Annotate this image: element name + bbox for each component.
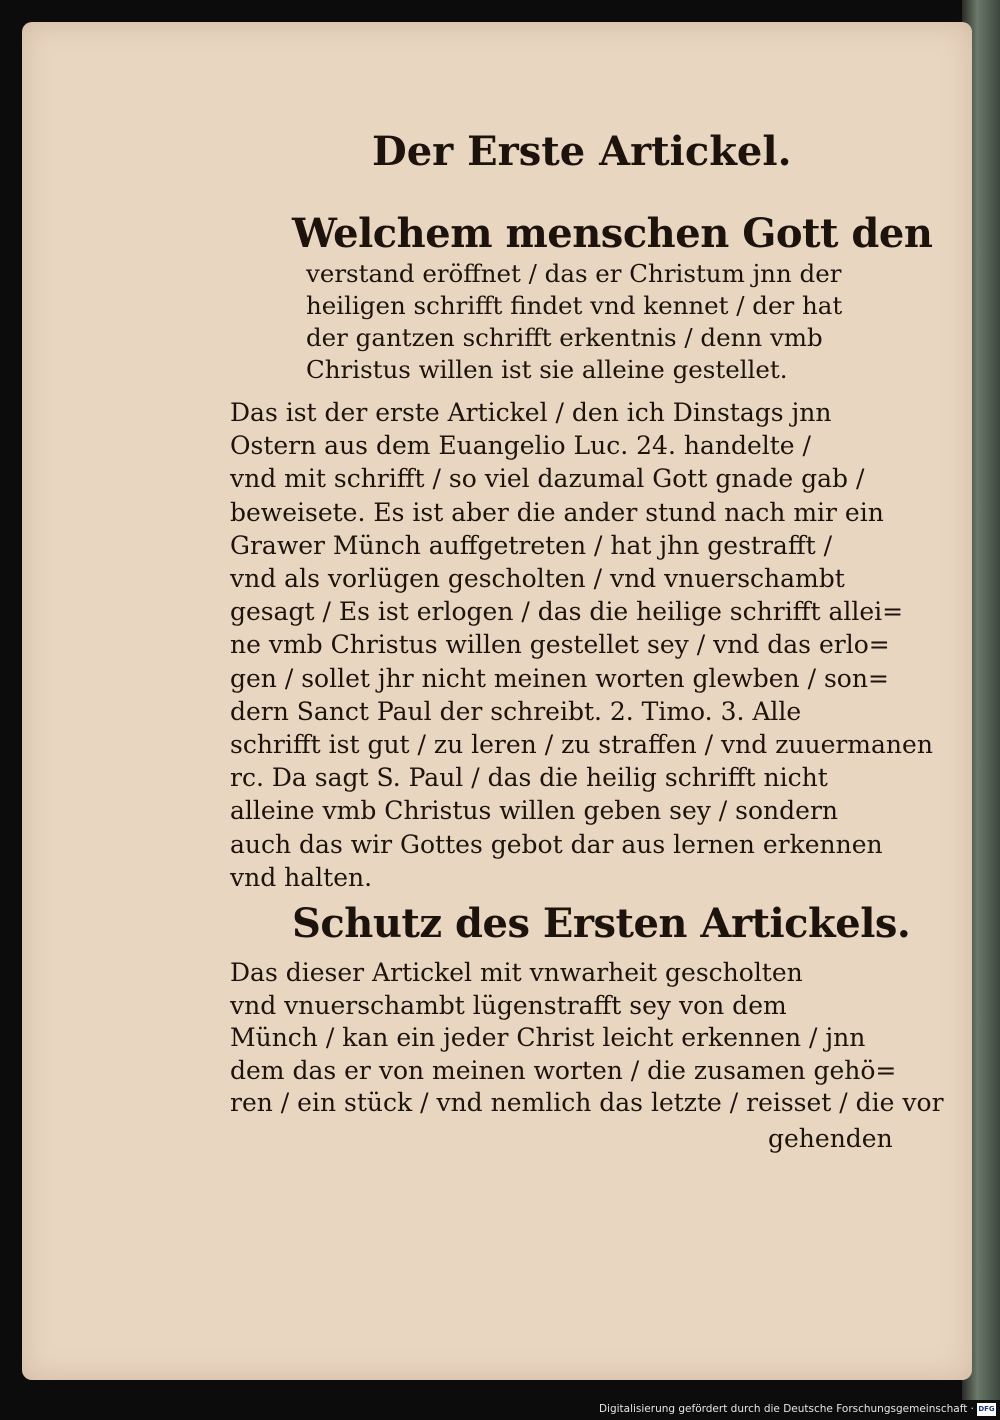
body-line: Ostern aus dem Euangelio Luc. 24. handelte / — [230, 431, 811, 461]
defense-line: vnd vnuerschambt lügenstrafft sey von dem — [230, 990, 787, 1020]
summary-heading: Welchem menschen Gott den — [292, 210, 933, 257]
dfg-logo-icon: DFG — [977, 1403, 996, 1416]
body-line: vnd halten. — [230, 862, 373, 892]
defense-heading: Schutz des Ersten Artickels. — [292, 900, 911, 947]
body-line: auch das wir Gottes gebot dar aus lernen erkennen — [230, 829, 883, 859]
body-line: vnd mit schrifft / so viel dazumal Gott gnade gab / — [230, 464, 865, 494]
body-line: vnd als vorlügen gescholten / vnd vnuerschambt — [230, 564, 845, 594]
funding-credit: Digitalisierung gefördert durch die Deutsche Forschungsgemeinschaft · — [598, 1403, 974, 1415]
catchword: gehenden — [768, 1124, 893, 1153]
body-line: gen / sollet jhr nicht meinen worten glewben / son= — [230, 663, 889, 693]
defense-paragraph — [230, 957, 944, 1120]
summary-line: verstand eröffnet / das er Christum jnn der — [306, 259, 842, 288]
summary-line: der gantzen schrifft erkentnis / denn vmb — [306, 323, 823, 352]
body-paragraph — [230, 396, 933, 894]
defense-line: ren / ein stück / vnd nemlich das letzte / reisset / die vor — [230, 1088, 944, 1118]
body-line: dern Sanct Paul der schreibt. 2. Timo. 3. Alle — [230, 696, 802, 726]
summary-paragraph — [306, 258, 842, 386]
summary-line: Christus willen ist sie alleine gestellet. — [306, 355, 788, 384]
defense-line: Das dieser Artickel mit vnwarheit gescholten — [230, 958, 803, 987]
body-line: schrifft ist gut / zu leren / zu straffen / vnd zuuermanen — [230, 730, 933, 760]
body-line: Grawer Münch auffgetreten / hat jhn gestrafft / — [230, 530, 832, 560]
summary-line: heiligen schrifft findet vnd kennet / der hat — [306, 291, 843, 320]
defense-line: Münch / kan ein jeder Christ leicht erkennen / jnn — [230, 1023, 866, 1053]
defense-line: dem das er von meinen worten / die zusamen gehö= — [230, 1055, 897, 1085]
body-line: Das ist der erste Artickel / den ich Dinstags jnn — [230, 398, 832, 427]
body-line: gesagt / Es ist erlogen / das die heilige schrifft allei= — [230, 597, 904, 627]
body-line: alleine vmb Christus willen geben sey / sondern — [230, 796, 839, 826]
body-line: rc. Da sagt S. Paul / das die heilig schrifft nicht — [230, 763, 828, 793]
article-title: Der Erste Artickel. — [372, 128, 792, 175]
body-line: ne vmb Christus willen gestellet sey / vnd das erlo= — [230, 630, 890, 660]
body-line: beweisete. Es ist aber die ander stund nach mir ein — [230, 497, 884, 527]
